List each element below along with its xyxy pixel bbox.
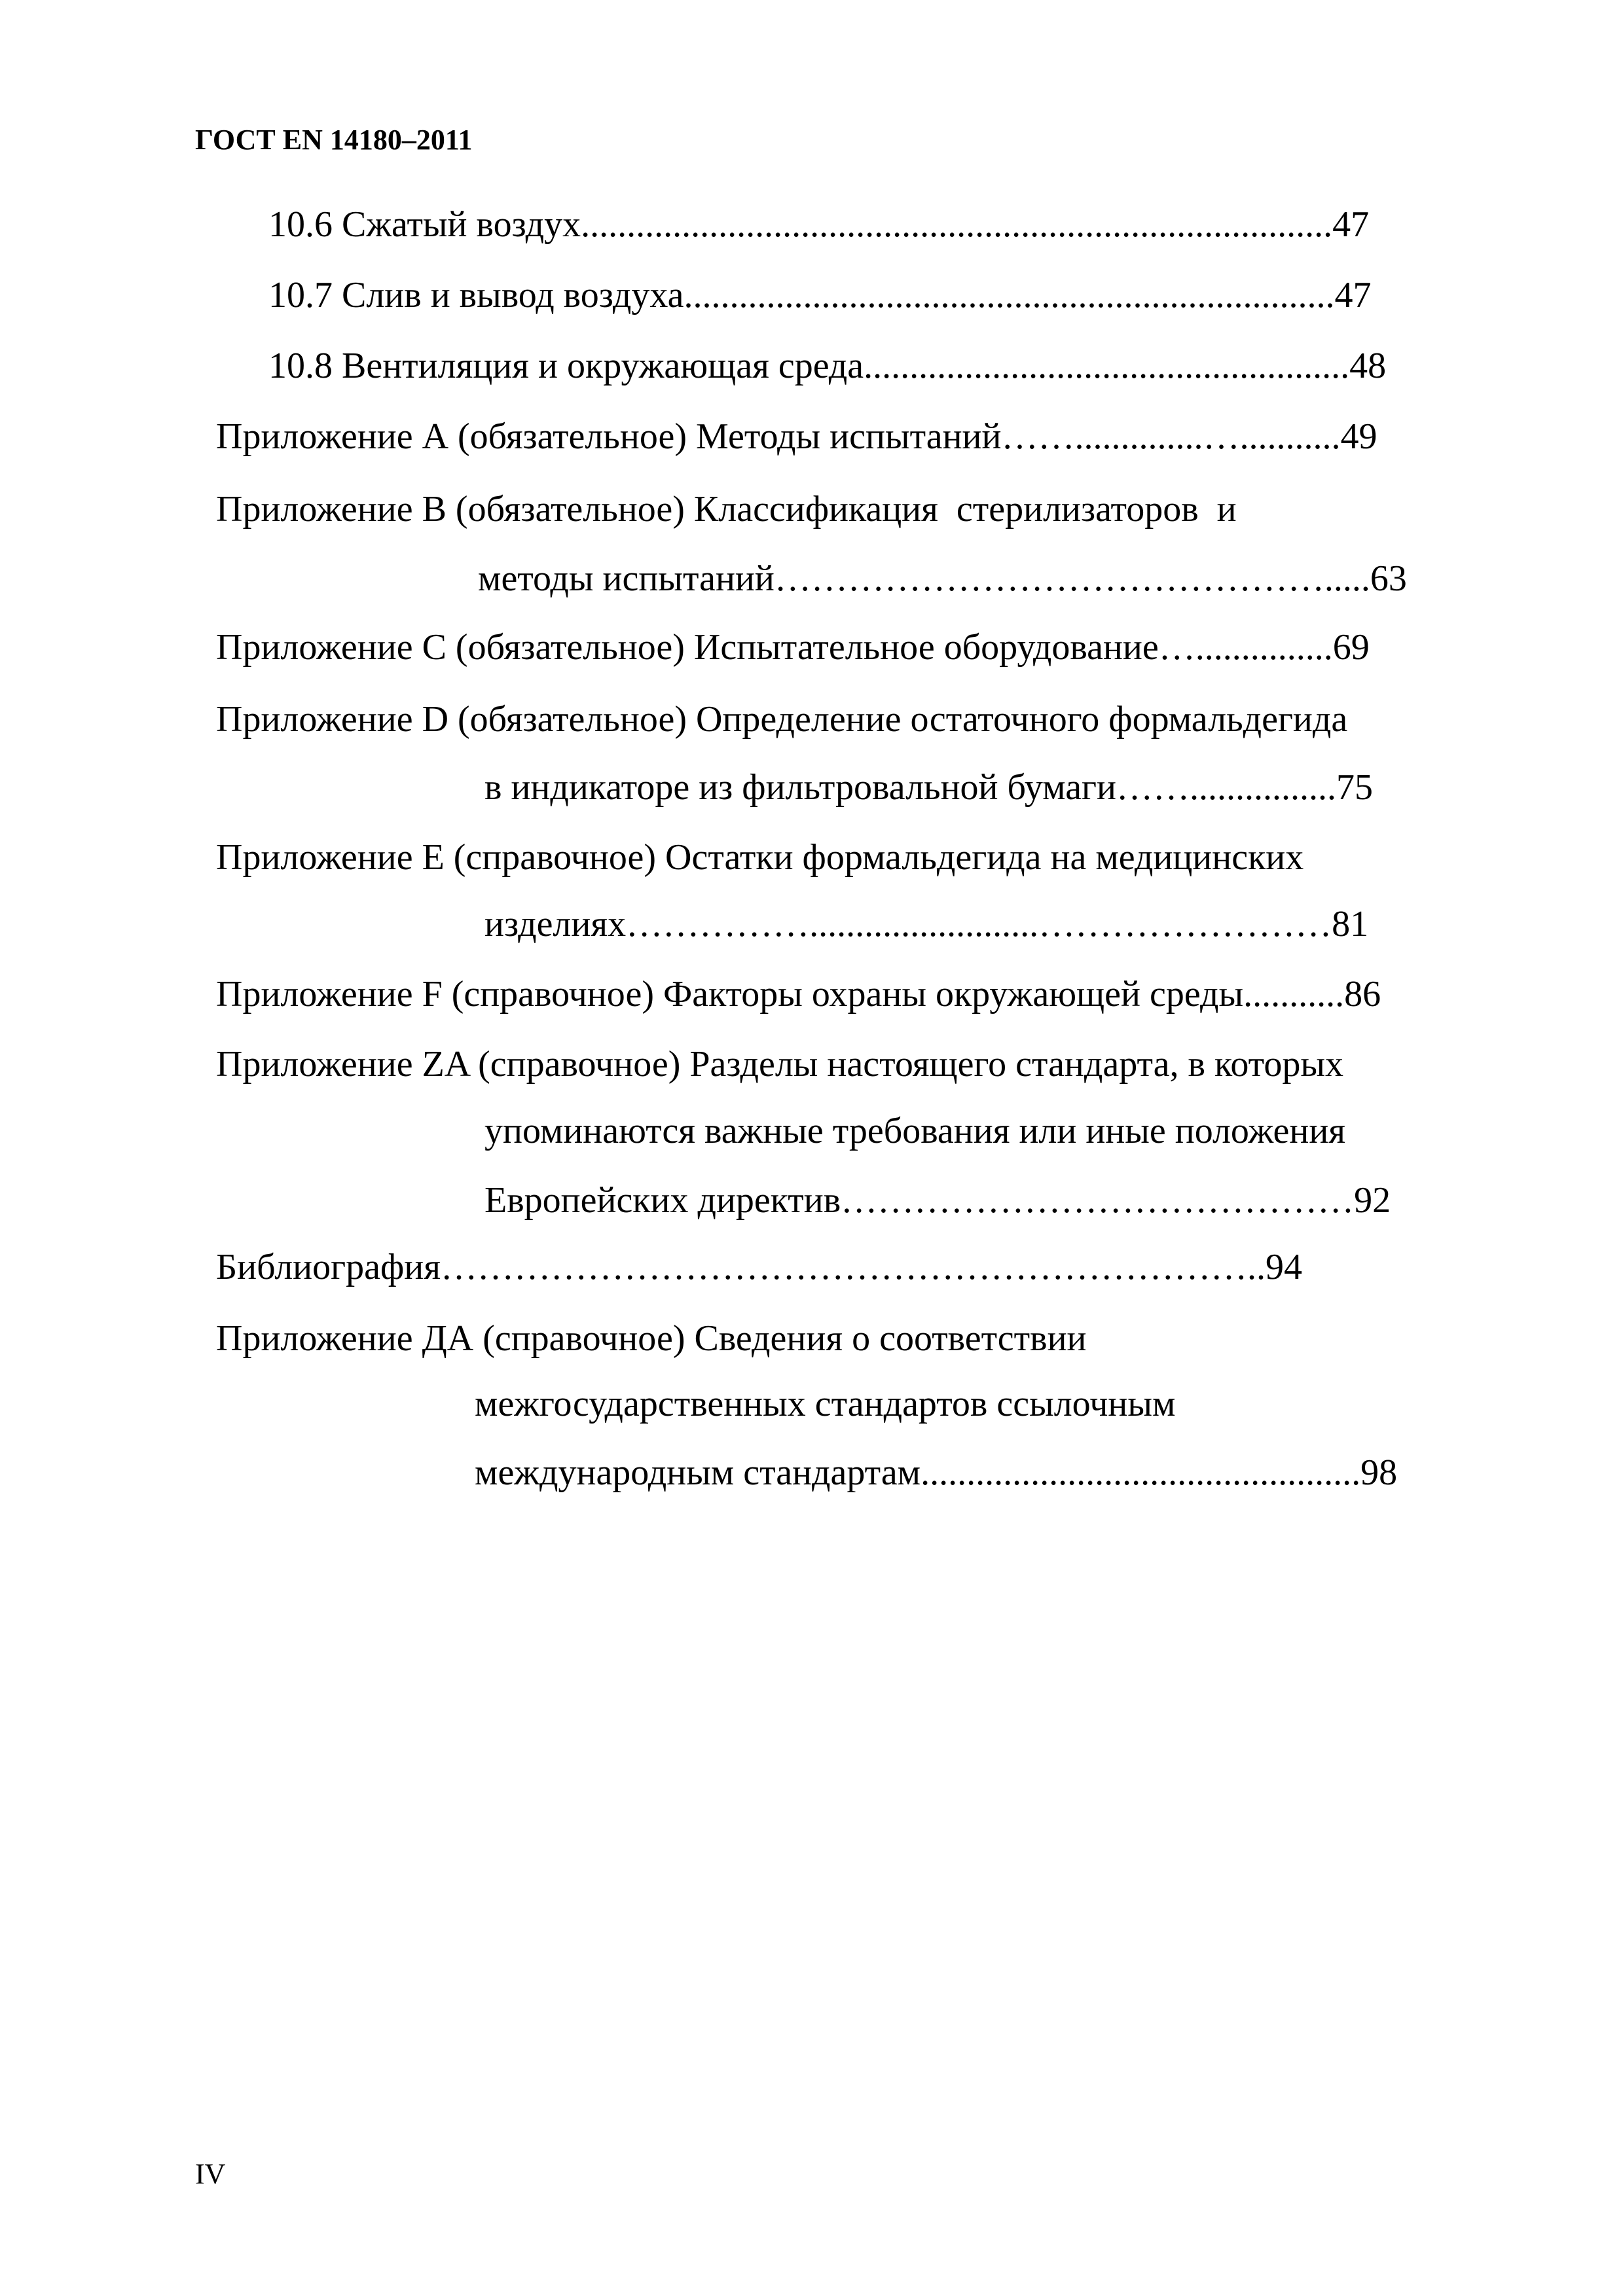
document-header: ГОСТ EN 14180–2011 [195, 124, 473, 156]
toc-line: Приложение Е (справочное) Остатки формальдегида на медицинских [216, 837, 1304, 878]
toc-line: методы испытаний……………………………………….....63 [478, 558, 1407, 599]
toc-line: Приложение В (обязательное) Классификация стерилизаторов и [216, 489, 1237, 529]
toc-line: международным стандартам................................................98 [475, 1452, 1398, 1493]
toc-line: Библиография…………………………………………………………..94 [216, 1247, 1302, 1287]
toc-line: Приложение F (справочное) Факторы охраны окружающей среды...........86 [216, 974, 1381, 1014]
toc-line: 10.6 Сжатый воздух..................................................................................47 [268, 204, 1370, 245]
toc-line: 10.8 Вентиляция и окружающая среда.....................................................48 [268, 346, 1387, 386]
toc-line: 10.7 Слив и вывод воздуха.......................................................................47 [268, 275, 1372, 315]
toc-line: Европейских директив……………………………………92 [484, 1180, 1391, 1221]
toc-line: Приложение D (обязательное) Определение остаточного формальдегида [216, 699, 1348, 740]
toc-line: в индикаторе из фильтровальной бумаги……................75 [484, 767, 1373, 808]
toc-line: упоминаются важные требования или иные положения [484, 1111, 1346, 1151]
toc-line: изделиях…………….........................……………………81 [484, 904, 1369, 944]
toc-line: Приложение ZA (справочное) Разделы настоящего стандарта, в которых [216, 1044, 1343, 1085]
toc-line: Приложение ДА (справочное) Сведения о соответствии [216, 1318, 1087, 1359]
toc-line: межгосударственных стандартов ссылочным [475, 1384, 1176, 1424]
toc-line: Приложение С (обязательное) Испытательное оборудование…...............69 [216, 627, 1370, 668]
toc-line: Приложение А (обязательное) Методы испытаний……..............…...........49 [216, 416, 1377, 457]
page-number: IV [195, 2158, 226, 2190]
